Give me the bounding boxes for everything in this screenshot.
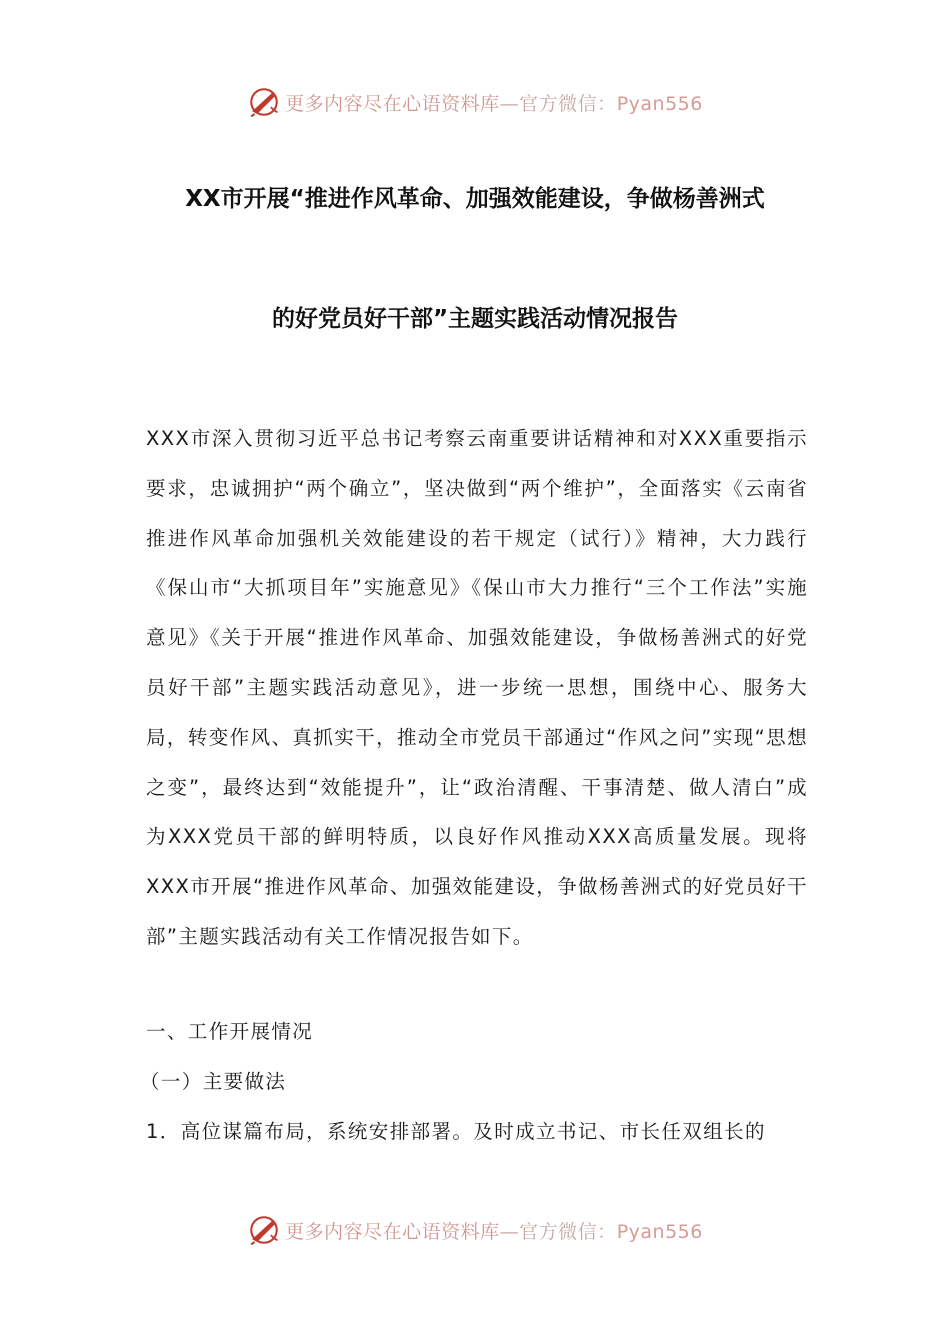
footer-banner bbox=[0, 1208, 950, 1252]
banner-separator: — bbox=[499, 92, 520, 115]
intro-paragraph: XXX市深入贯彻习近平总书记考察云南重要讲话精神和对XXX重要指示要求，忠诚拥护“两个确立”，坚决做到“两个维护”，全面落实《云南省推进作风革命加强机关效能建设的若干规定（试行）》精神，大力践行《保山市“大抓项目年”实施意见》《保山市大力推行“三个工作法”实施意见》《关于开展“推进作风革命、加强效能建设，争做杨善洲式的好党员好干部”主题实践活动意见》，进一步统一思想，围绕中心、服务大局，转变作风、真抓实干，推动全市党员干部通过“作风之问”实现“思想之变”，最终达到“效能提升”，让“政治清醒、干事清楚、做人清白”成为XXX党员干部的鲜明特质，以良好作风推动XXX高质量发展。现将XXX市开展“推进作风革命、加强效能建设，争做杨善洲式的好党员好干部”主题实践活动有关工作情况报告如下。 bbox=[146, 427, 808, 948]
banner-wechat-id: Pyan556 bbox=[616, 92, 703, 115]
banner-text bbox=[285, 1217, 703, 1244]
banner-slogan: 更多内容尽在心语资料库 bbox=[285, 92, 500, 115]
banner-text bbox=[285, 89, 703, 116]
list-item-1: 1．高位谋篇布局，系统安排部署。及时成立书记、市长任双组长的 bbox=[146, 1120, 766, 1143]
document-title-line-2: 的好党员好干部”主题实践活动情况报告 bbox=[271, 306, 679, 332]
pen-logo-icon bbox=[247, 1213, 281, 1247]
header-banner bbox=[0, 80, 950, 124]
banner-wechat-id: Pyan556 bbox=[616, 1220, 703, 1243]
banner-separator: — bbox=[499, 1220, 520, 1243]
document-title-line-1: XX市开展“推进作风革命、加强效能建设，争做杨善洲式 bbox=[185, 186, 765, 212]
section-heading-1: 一、工作开展情况 bbox=[146, 1020, 314, 1043]
subsection-heading-1: （一）主要做法 bbox=[140, 1070, 287, 1093]
pen-logo-icon bbox=[247, 85, 281, 119]
banner-slogan: 更多内容尽在心语资料库 bbox=[285, 1220, 500, 1243]
banner-wechat-label: 官方微信： bbox=[519, 1220, 617, 1243]
banner-wechat-label: 官方微信： bbox=[519, 92, 617, 115]
